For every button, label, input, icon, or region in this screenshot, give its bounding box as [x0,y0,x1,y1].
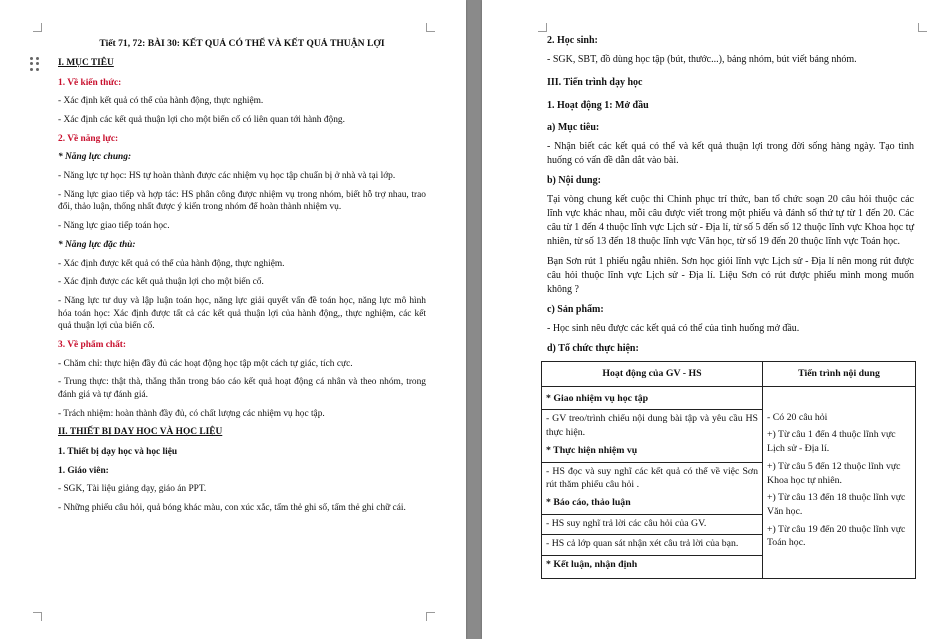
paragraph: - SGK, SBT, đồ dùng học tập (bút, thước...), bảng nhóm, bút viết bảng nhóm. [547,54,857,65]
cell-text: +) Từ câu 5 đến 12 thuộc lĩnh vực Khoa học tự nhiên. [767,460,901,486]
paragraph: - Trách nhiệm: hoàn thành đầy đủ, có chất lượng các nhiệm vụ học tập. [58,408,325,419]
table-header-cell: Hoạt động của GV - HS [542,362,763,387]
paragraph: Bạn Sơn rút 1 phiếu ngẫu nhiên. Sơn học giỏi lĩnh vực Lịch sử - Địa lí nên mong rút được câu hỏi thuộc lĩnh vực Lịch sử - Địa lí. Liệu Sơn có rút được phiếu mình mong muốn không ? [547,256,914,295]
paragraph: - Xác định được kết quả có thể của hành động, thực nghiệm. [58,258,285,269]
table-header-cell: Tiến trình nội dung [763,362,916,387]
cell-text: +) Từ câu 19 đến 20 thuộc lĩnh vực Toán học. [767,523,906,549]
table-row [542,386,916,578]
lesson-title: Tiết 71, 72: BÀI 30: KẾT QUẢ CÓ THỂ VÀ KẾT QUẢ THUẬN LỢI [99,38,385,49]
paragraph: - Xác định các kết quả thuận lợi cho một biến cố có liên quan tới hành động. [58,115,345,125]
cell-text: +) Từ câu 1 đến 4 thuộc lĩnh vực Lịch sử - Địa lí. [767,429,896,455]
paragraph: - Những phiếu câu hỏi, quả bóng khác màu, con xúc xắc, tấm thẻ ghi số, tấm thẻ ghi chữ cái. [58,503,406,514]
cell-text: - HS đọc và suy nghĩ các kết quả có thể về việc Sơn rút thăm phiếu câu hỏi . [546,465,758,491]
drag-handle-icon[interactable] [30,57,40,71]
document-page-left [0,0,466,639]
margin-corner-mark [426,23,435,32]
subheading: d) Tổ chức thực hiện: [547,343,639,354]
paragraph: - Năng lực tư duy và lập luận toán học, năng lực giải quyết vấn đề toán học, năng lực mô hình hóa toán học: Xác định được tất cả các kết quả thuận lợi của hành động,, thực nghiệm, các kết quả thuận lợi của biến cố. [58,295,426,332]
margin-corner-mark [33,612,42,621]
subheading: * Năng lực chung: [58,152,132,163]
table-cell-content [763,386,916,578]
paragraph: - Nhận biết các kết quả có thể và kết quả thuận lợi trong đời sống hàng ngày. Tạo tình huống có vấn đề dẫn dắt vào bài. [547,141,914,166]
subsection-heading: 1. Hoạt động 1: Mở đầu [547,100,649,111]
cell-divider [542,555,762,556]
table-header-row [542,362,916,387]
subheading: b) Nội dung: [547,175,601,186]
subsection-heading: 1. Thiết bị dạy học và học liệu [58,447,178,458]
subheading: 1. Giáo viên: [58,465,109,476]
paragraph: - Xác định được các kết quả thuận lợi cho một biến cố. [58,277,264,288]
section-heading: II. THIẾT BỊ DẠY HỌC VÀ HỌC LIỆU [58,427,223,438]
subheading: c) Sản phẩm: [547,304,604,315]
paragraph: - Năng lực giao tiếp toán học. [58,221,170,232]
cell-heading: * Báo cáo, thảo luận [546,496,631,508]
cell-text: - HS cả lớp quan sát nhận xét câu trả lời của bạn. [546,538,739,550]
margin-corner-mark [918,23,927,32]
cell-text: - GV treo/trình chiếu nội dung bài tập và yêu cầu HS thực hiện. [546,413,758,439]
activity-table [541,361,916,579]
cell-divider [542,462,762,463]
cell-text: - HS suy nghĩ trả lời các câu hỏi của GV. [546,517,707,529]
cell-heading: * Thực hiện nhiệm vụ [546,444,638,456]
left-page-content [58,38,426,521]
cell-text: +) Từ câu 13 đến 18 thuộc lĩnh vực Văn học. [767,492,906,517]
subsection-heading: 1. Về kiến thức: [58,77,122,88]
paragraph: - Trung thực: thật thà, thẳng thắn trong báo cáo kết quả hoạt động cá nhân và theo nhóm, trong đánh giá và tự đánh giá. [58,377,426,400]
subsection-heading: 3. Về phẩm chất: [58,339,127,350]
cell-text: - Có 20 câu hỏi [767,411,828,423]
paragraph: - Năng lực tự học: HS tự hoàn thành được các nhiệm vụ học tập chuẩn bị ở nhà và tại lớp. [58,171,396,182]
right-page-content [547,34,914,579]
table-cell-activities [542,386,763,578]
subsection-heading: 2. Về năng lực: [58,133,119,144]
cell-heading: * Kết luận, nhận định [546,559,638,571]
section-heading: I. MỤC TIÊU [58,57,114,68]
paragraph: - Xác định kết quả có thể của hành động, thực nghiệm. [58,96,264,107]
subheading: a) Mục tiêu: [547,122,600,133]
paragraph: - Năng lực giao tiếp và hợp tác: HS phân công được nhiệm vụ trong nhóm, biết hỗ trợ nhau, trao đổi, thảo luận, thống nhất được ý kiến trong nhóm để hoàn thành nhiệm vụ. [58,189,426,213]
document-page-right [482,0,944,639]
margin-corner-mark [426,612,435,621]
paragraph: Tại vòng chung kết cuộc thi Chinh phục trí thức, ban tổ chức soạn 20 câu hỏi thuộc các lĩnh vực khác nhau, mỗi câu được viết trong một phiếu và đánh số thứ tự từ 1 đến 20. Các câu từ 1 đến 4 thuộc lĩnh vực Lịch sử - Địa lí, từ số 5 đến số 12 thuộc lĩnh vực Khoa học tự nhiên, từ số 13 đến 18 thuộc lĩnh vực Văn học, từ số 19 đến 20 thuộc lĩnh vực Toán học. [547,194,914,247]
subheading: 2. Học sinh: [547,35,598,46]
cell-divider [542,409,762,410]
cell-divider [542,534,762,535]
cell-divider [542,514,762,515]
margin-corner-mark [538,23,547,32]
section-heading: III. Tiến trình dạy học [547,77,643,88]
margin-corner-mark [33,23,42,32]
paragraph: - Học sinh nêu được các kết quả có thể của tình huống mở đầu. [547,323,800,334]
paragraph: - Chăm chỉ: thực hiện đầy đủ các hoạt động học tập một cách tự giác, tích cực. [58,358,353,369]
subheading: * Năng lực đặc thù: [58,239,136,250]
cell-heading: * Giao nhiệm vụ học tập [546,392,649,404]
paragraph: - SGK, Tài liệu giảng dạy, giáo án PPT. [58,484,207,495]
